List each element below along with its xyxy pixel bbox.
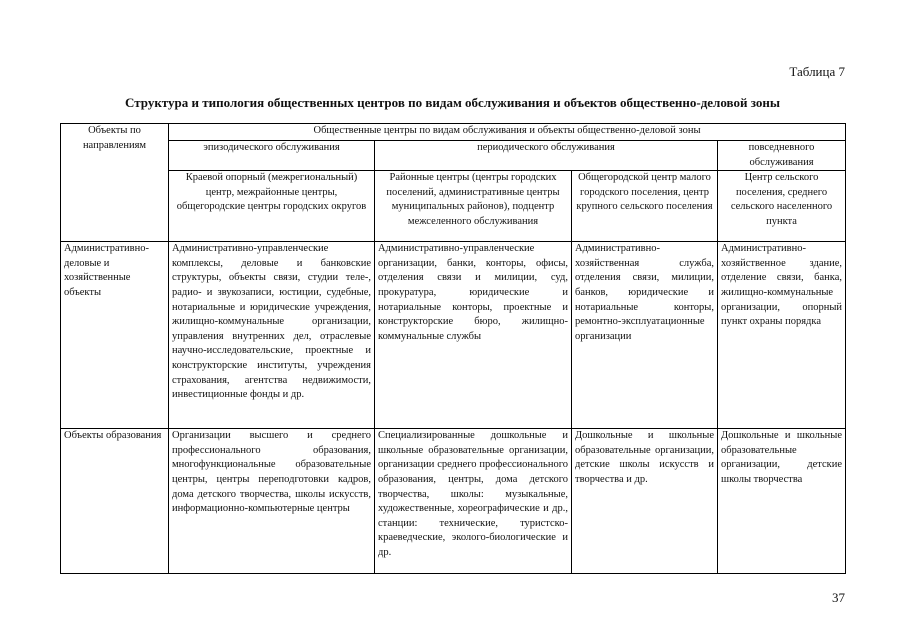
table-cell: Организации высшего и среднего профессионального образования, многофункциональные образовательные центры, центры переподготовки кадров, дома детского творчества, школы искусств, информационно-компьютерные центры <box>169 429 375 574</box>
group-episodic: эпизодического обслуживания <box>169 141 375 171</box>
table-cell: Административно-управленческие комплексы, деловые и банковские структуры, объекты связи, студии теле-, радио- и звукозаписи, юстиции, судебные, нотариальные и юридические учреждения, жилищно-коммунальные организации, управления внутренних дел, отраслевые научно-исследовательские, проектные и конструкторские институты, учреждения страхования, агентства недвижимости, инвестиционные фонды и др. <box>169 242 375 429</box>
table-cell: Дошкольные и школьные образовательные организации, детские школы творчества <box>718 429 846 574</box>
table-label: Таблица 7 <box>789 64 845 79</box>
services-table <box>60 123 846 574</box>
group-periodic: периодического обслуживания <box>375 141 718 171</box>
row-header: Объекты по направлениям <box>61 124 169 242</box>
table-cell: Административно-хозяйственное здание, отделение связи, банка, жилищно-коммунальные организации, опорный пункт охраны порядка <box>718 242 846 429</box>
row-category: Объекты образования <box>61 429 169 574</box>
group-daily: повседневного обслуживания <box>718 141 846 171</box>
table-cell: Административно-управленческие организации, банки, конторы, офисы, отделения связи и милиции, суд, прокуратура, юридические и нотариальные конторы, проектные и конструкторские бюро, жилищно-коммунальные службы <box>375 242 572 429</box>
super-header: Общественные центры по видам обслуживания и объекты общественно-деловой зоны <box>169 124 846 141</box>
table-cell: Административно-хозяйственная служба, отделения связи, милиции, банков, юридические и нотариальные конторы, ремонтно-эксплуатационные организации <box>572 242 718 429</box>
row-category: Административно-деловые и хозяйственные объекты <box>61 242 169 429</box>
column-header: Центр сельского поселения, среднего сельского населенного пункта <box>718 171 846 242</box>
column-header: Районные центры (центры городских поселений, административные центры муниципальных районов), подцентр межселенного обслуживания <box>375 171 572 242</box>
table-cell: Специализированные дошкольные и школьные образовательные организации, организации среднего профессионального образования, центры, дома детского творчества, школы: музыкальные, художественные, хореографические и др., станции: технические, туристско-краеведческие, эколого-биологические и др. <box>375 429 572 574</box>
table-title: Структура и типология общественных центров по видам обслуживания и объектов общественно-деловой зоны <box>125 95 780 110</box>
table-row <box>61 242 846 429</box>
column-header: Краевой опорный (межрегиональный) центр, межрайонные центры, общегородские центры городских округов <box>169 171 375 242</box>
table-cell: Дошкольные и школьные образовательные организации, детские школы искусств и творчества и др. <box>572 429 718 574</box>
page-number: 37 <box>832 590 845 605</box>
column-header: Общегородской центр малого городского поселения, центр крупного сельского поселения <box>572 171 718 242</box>
table-row <box>61 429 846 574</box>
